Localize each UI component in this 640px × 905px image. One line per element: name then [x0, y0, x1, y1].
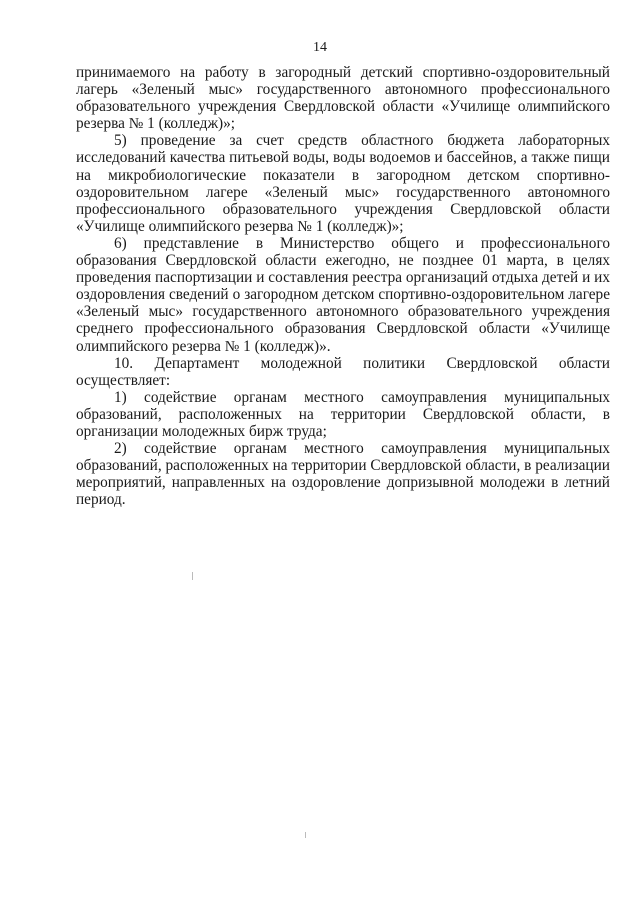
paragraph-continuation: принимаемого на работу в загородный детский спортивно-оздоровительный лагерь «Зеленый мыс» государственного автономного профессионального образовательного учреждения Свердловской области «Училище олимпийского резерва № 1 (колледж)»; — [76, 64, 610, 133]
paragraph-item-5: 5) проведение за счет средств областного бюджета лабораторных исследований качества питьевой воды, воды водоемов и бассейнов, а также пищи на микробиологические показатели в загородном детском спортивно-оздоровительном лагере «Зеленый мыс» государственного автономного профессионального образовательного учреждения Свердловской области «Училище олимпийского резерва № 1 (колледж)»; — [76, 132, 610, 235]
scan-artifact — [192, 572, 193, 580]
paragraph-section-10: 10. Департамент молодежной политики Свердловской области осуществляет: — [76, 354, 610, 389]
paragraph-item-6: 6) представление в Министерство общего и профессионального образования Свердловской области ежегодно, не позднее 01 марта, в целях проведения паспортизации и составления реестра организаций отдыха детей и их оздоровления сведений о загородном детском спортивно-оздоровительном лагере «Зеленый мыс» государственного автономного образовательного учреждения среднего профессионального образования Свердловской области «Училище олимпийского резерва № 1 (колледж)». — [76, 234, 610, 355]
paragraph-item-1: 1) содействие органам местного самоуправления муниципальных образований, расположенных на территории Свердловской области, в организации молодежных бирж труда; — [76, 388, 610, 440]
scan-artifact — [305, 832, 306, 838]
page-number: 14 — [313, 40, 327, 55]
document-body — [76, 64, 610, 508]
paragraph-item-2: 2) содействие органам местного самоуправления муниципальных образований, расположенных на территории Свердловской области, в реализации мероприятий, направленных на оздоровление допризывной молодежи в летний период. — [76, 440, 610, 509]
